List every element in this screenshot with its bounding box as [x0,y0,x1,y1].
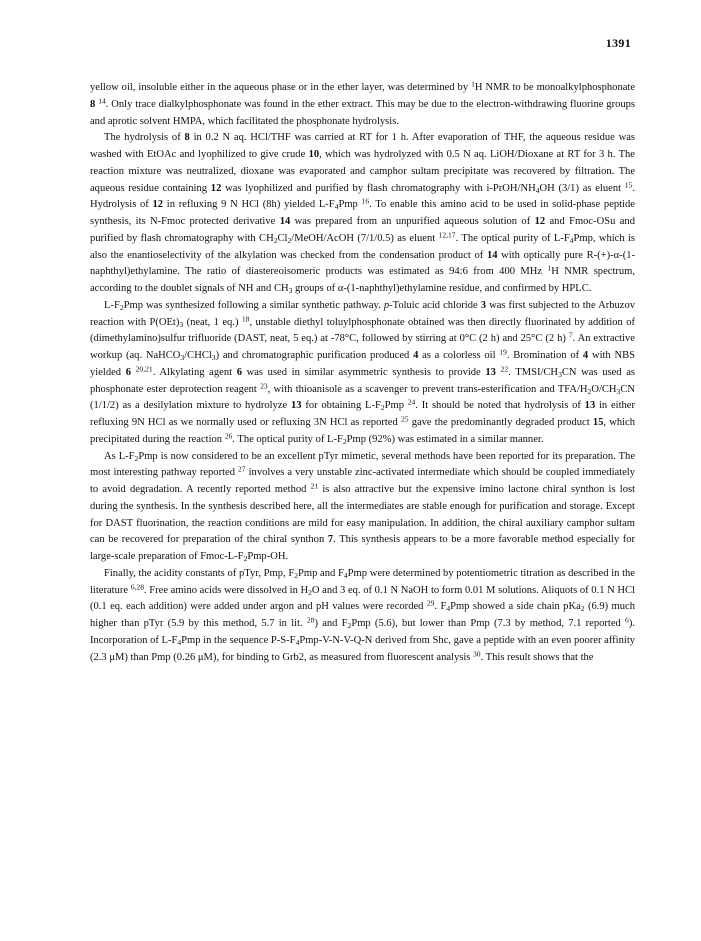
text-run: /MeOH/AcOH (7/1/0.5) as eluent [291,232,439,244]
reference-superscript: 1 [471,79,475,89]
subscript: 2 [380,403,385,413]
subscript: 2 [308,587,312,597]
text-run: . Hydrolysis of [90,182,635,211]
reference-superscript: 14 [98,96,106,106]
subscript: 2 [580,604,585,614]
compound-number: 13 [584,400,596,412]
reference-superscript: 18 [241,314,250,324]
subscript: 3 [180,352,185,362]
subscript: 3 [288,285,293,295]
reference-superscript: 27 [238,464,246,474]
subscript: 2 [119,302,124,312]
paragraph [90,566,635,667]
subscript: 4 [334,202,339,212]
compound-number: 8 [184,132,190,144]
text-run: ) and F [314,618,348,629]
compound-number: 3 [480,299,487,311]
paragraph [90,449,635,566]
text-run: , which precipitated during the reaction [90,417,635,445]
compound-number: 12 [152,199,164,211]
text-run: was used in similar asymmetric synthesis to provide [241,366,486,378]
subscript: 2 [294,570,299,580]
text-run: (neat, 1 eq.) [183,316,242,328]
subscript: 4 [177,637,182,647]
reference-superscript: 22 [500,364,509,374]
text-run: and Fmoc-OSu and purified by flash chromatography with CH [90,216,635,244]
text-run: -Toluic acid chloride [389,299,481,311]
text-run: ) and chromatographic purification produced [215,350,414,361]
subscript: 4 [535,185,540,195]
text-run: H NMR spectrum, according to the doublet signals of NH and CH [90,266,636,294]
text-run: H NMR to be monoalkylphosphonate [474,82,636,93]
reference-superscript: 1 [547,263,552,273]
reference-superscript: 15 [624,180,633,190]
reference-superscript: 6 [625,615,629,625]
text-run: Pmp in the sequence P-S-F [181,634,296,646]
reference-superscript: 30 [473,649,481,659]
reference-superscript: 12,17 [438,230,456,240]
reference-superscript: 7 [568,330,573,340]
subscript: 2 [587,386,592,396]
text-run: . Only trace dialkylphosphonate was found in the ether extract. This may be due to the electron-withdrawing fluorine groups and aprotic solvent HMPA, which facilitated the phosphonate hydrolysis. [90,98,636,127]
text-run: . The optical purity of L-F [455,232,570,244]
compound-number: 13 [485,366,496,378]
text-run: , unstable diethyl toluylphosphonate obtained was then directly fluorinated by addition of (dimethylamino)sulfur trifluoride (DAST, neat, 5 eq.) at -78°C, followed by stirring at 0°C (2 h) and 25°C (2 h) [90,316,636,345]
text-run: Pmp showed a side chain pKa [450,601,581,613]
text-run: . F [434,601,447,613]
text-run: with optically pure R-(+)-α-(1-naphthyl)ethylamine. The ratio of diastereoisomeric products was estimated as 94:6 from 400 MHz [90,249,635,278]
compound-number: 13 [291,400,302,412]
compound-number: 6 [236,366,242,378]
subscript: 4 [446,604,451,614]
subscript: 2 [287,235,292,245]
text-run: in refluxing 9 N HCl (8h) yielded L-F [163,199,335,211]
paragraph [90,130,635,298]
text-run: . The optical purity of L-F [232,433,343,445]
subscript: 3 [211,352,216,362]
paragraph [90,80,635,130]
text-run: Cl [277,232,288,244]
text-run: . Alkylating agent [152,366,237,378]
text-run: was prepared from an unpurified aqueous solution of [290,216,535,227]
text-run: was first subjected to the Arbuzov reaction with P(OEt) [90,299,636,328]
text-run: yellow oil, insoluble either in the aqueous phase or in the ether layer, was determined by [90,82,472,93]
text-run: Pmp-V-N-V-Q-N derived from Shc, gave a peptide with an even poorer affinity (2.3 μM) than Pmp (0.26 μM), for binding to Grb2, as measured from fluorescent analysis [90,634,636,663]
text-run: as a colorless oil [418,350,500,361]
subscript: 2 [243,553,248,563]
compound-number: 7 [327,534,334,546]
reference-superscript: 16 [361,196,370,206]
compound-number: 4 [413,350,419,361]
text-run: O and 3 eq. of 0.1 N NaOH to form 0.01 M solutions. Aliquots of 0.1 N HCl (0.1 eq. each addition) were added under argon and pH values were recorded [90,584,635,613]
text-run: L-F [104,299,120,311]
subscript: 3 [616,386,621,396]
page-number: 1391 [605,36,631,50]
subscript: 3 [558,369,562,379]
compound-number: 6 [125,366,131,378]
text-run: CN was used as phosphonate ester deprotection reagent [90,366,635,395]
text-run: The hydrolysis of [104,132,185,144]
text-run: Pmp (92%) was estimated in a similar manner. [346,433,544,445]
text-run: in either refluxing 9N HCl as we normally used or refluxing 3N HCl as reported [90,400,635,428]
text-run: gave the predominantly degraded product [408,417,593,428]
reference-superscript: 23 [260,381,268,391]
text-run: . It should be noted that hydrolysis of [415,400,585,412]
text-run: Pmp [338,199,362,211]
text-run: Pmp [384,400,408,412]
text-run: Pmp (5.6), but lower than Pmp (7.3 by method, 7.1 reported [351,618,626,629]
paragraph [90,298,635,449]
text-run: . Free amino acids were dissolved in H [143,584,309,596]
text-run: Pmp, which is also the enantioselectivity of the alkylation was checked from the condensation product of [90,232,636,261]
compound-number: 12 [534,216,546,227]
reference-superscript: 6,28 [130,582,144,592]
reference-superscript: 24 [407,397,416,407]
text-run: Pmp were determined by potentiometric titration as described in the literature [90,567,635,596]
body-text [90,80,635,666]
text-run: for obtaining L-F [301,400,381,412]
compound-number: 12 [210,182,222,194]
reference-superscript: 19 [499,347,507,357]
text-run: . This result shows that the [480,651,594,663]
text-run: , which was hydrolyzed with 0.5 N aq. LiOH/Dioxane at RT for 3 h. The reaction mixture was neutralized, dioxane was evaporated and camphor sultam precipitate was recovered by filtration. The aqueous residue containing [90,149,635,194]
reference-superscript: 28 [306,615,315,625]
text-run: is also attractive but the expensive imino lactone chiral synthon is lost during the synthesis. In the synthesis described here, all the intermediates are stable enough for purification and storage. Except for DAST fluorination, the reaction conditions are mild for easy manipulation. In addition, the chiral auxiliary camphor sultam can be recovered for preparation of the chiral synthon [90,484,635,546]
subscript: 3 [179,319,184,329]
text-run: Pmp and F [298,567,344,579]
compound-number: 14 [486,249,498,261]
compound-number: 8 [90,98,96,110]
reference-superscript: 29 [426,598,435,608]
text-run: (6.9) much higher than pTyr (5.9 by this method, 5.7 in lit. [90,601,635,629]
subscript: 4 [295,637,300,647]
reference-superscript: 20,21 [135,364,153,374]
subscript: 2 [342,436,347,446]
text-run: /CHCl [184,350,212,361]
subscript: 2 [347,620,352,630]
text-run: OH (3/1) as eluent [539,182,625,194]
text-run: O/CH [591,383,617,395]
text-run: . An extractive workup (aq. NaHCO [90,333,635,361]
text-run: . To enable this amino acid to be used in solid-phase peptide synthesis, its N-Fmoc protected derivative [90,199,635,227]
text-run: , with thioanisole as a scavenger to prevent trans-esterification and TFA/H [267,383,588,395]
text-run: Pmp-OH. [247,551,289,562]
subscript: 2 [134,453,139,463]
text-run: groups of α-(1-naphthyl)ethylamine residue, and confirmed by HPLC. [292,283,592,294]
text-run: p [383,299,390,311]
reference-superscript: 21 [310,481,319,491]
text-run: As L-F [104,450,135,462]
text-run: . TMSI/CH [508,366,559,378]
subscript: 4 [343,570,348,580]
text-run: with NBS yielded [90,350,635,378]
text-run: Pmp was synthesized following a similar synthetic pathway. [123,299,384,311]
compound-number: 15 [592,417,604,428]
compound-number: 14 [279,216,291,227]
text-run: in 0.2 N aq. HCl/THF was carried at RT for 1 h. After evaporation of THF, the aqueous residue was washed with EtOAc and lyophilized to give crude [90,132,635,160]
text-run: CN (1/1/2) as a desilylation mixture to hydrolyze [90,383,635,412]
text-run: involves a very unstable zinc-activated intermediate which should be coupled immediately to avoid degradation. A recently reported method [90,467,635,495]
reference-superscript: 26 [224,431,233,441]
text-run: ). Incorporation of L-F [90,618,635,646]
subscript: 2 [273,235,278,245]
text-run: . Bromination of [506,350,583,361]
compound-number: 4 [582,350,589,361]
text-run: was lyophilized and purified by flash chromatography with i-PrOH/NH [221,182,536,194]
compound-number: 10 [308,149,320,160]
text-run: Pmp is now considered to be an excellent pTyr mimetic, several methods have been reported for its preparation. The most interesting pathway reported [90,450,635,479]
text-run: . This synthesis appears to be a more favorable method especially for large-scale preparation of Fmoc-L-F [90,534,636,562]
subscript: 4 [569,235,574,245]
text-run: Finally, the acidity constants of pTyr, Pmp, F [104,567,295,579]
reference-superscript: 25 [400,414,409,424]
